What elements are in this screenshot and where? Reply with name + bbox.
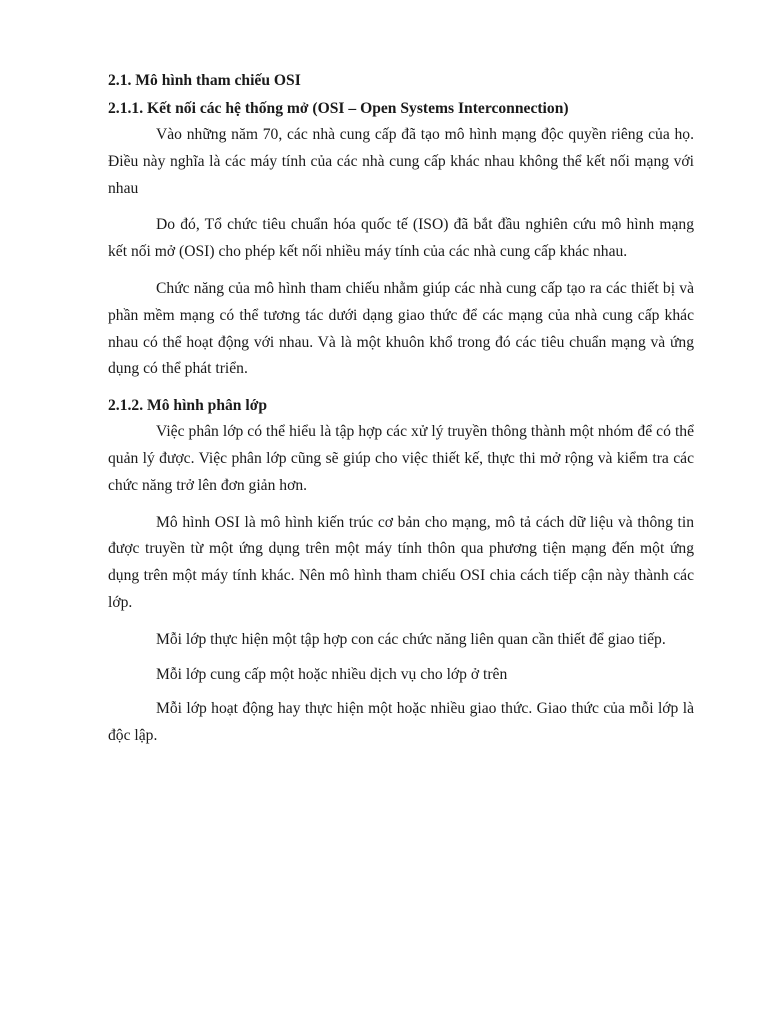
document-body <box>108 68 694 750</box>
paragraph: Do đó, Tổ chức tiêu chuẩn hóa quốc tế (ISO) đã bắt đầu nghiên cứu mô hình mạng kết nối mở (OSI) cho phép kết nối nhiều máy tính của các nhà cung cấp khác nhau. <box>108 216 694 261</box>
subsection-heading-osi: 2.1.1. Kết nối các hệ thống mở (OSI – Open Systems Interconnection) <box>108 100 569 117</box>
paragraph: Mỗi lớp thực hiện một tập hợp con các chức năng liên quan cần thiết để giao tiếp. <box>156 630 666 648</box>
section-title: 2.1. Mô hình tham chiếu OSI <box>108 72 301 89</box>
paragraph: Mô hình OSI là mô hình kiến trúc cơ bản cho mạng, mô tả cách dữ liệu và thông tin được truyền từ một ứng dụng trên một máy tính thôn qua phương tiện mạng đến một ứng dụng trên một máy tính khác. Nên mô hình tham chiếu OSI chia cách tiếp cận này thành các lớp. <box>108 513 694 611</box>
paragraph: Chức năng của mô hình tham chiếu nhằm giúp các nhà cung cấp tạo ra các thiết bị và phần mềm mạng có thể tương tác dưới dạng giao thức để các mạng của nhà cung cấp khác nhau có thể hoạt động với nhau. Và là một khuôn khổ trong đó các tiêu chuẩn mạng và ứng dụng có thể phát triển. <box>108 279 694 378</box>
paragraph: Mỗi lớp cung cấp một hoặc nhiều dịch vụ cho lớp ở trên <box>156 665 508 683</box>
subsection-heading-layering: 2.1.2. Mô hình phân lớp <box>108 397 267 415</box>
paragraph: Vào những năm 70, các nhà cung cấp đã tạo mô hình mạng độc quyền riêng của họ. Điều này nghĩa là các máy tính của các nhà cung cấp khác nhau không thể kết nối mạng với nhau <box>108 126 694 197</box>
paragraph: Mỗi lớp hoạt động hay thực hiện một hoặc nhiều giao thức. Giao thức của mỗi lớp là độc lập. <box>108 700 694 745</box>
paragraph: Việc phân lớp có thể hiểu là tập hợp các xử lý truyền thông thành một nhóm để có thể quản lý được. Việc phân lớp cũng sẽ giúp cho việc thiết kế, thực thi mở rộng và kiểm tra các chức năng trở lên đơn giản hơn. <box>108 423 694 494</box>
